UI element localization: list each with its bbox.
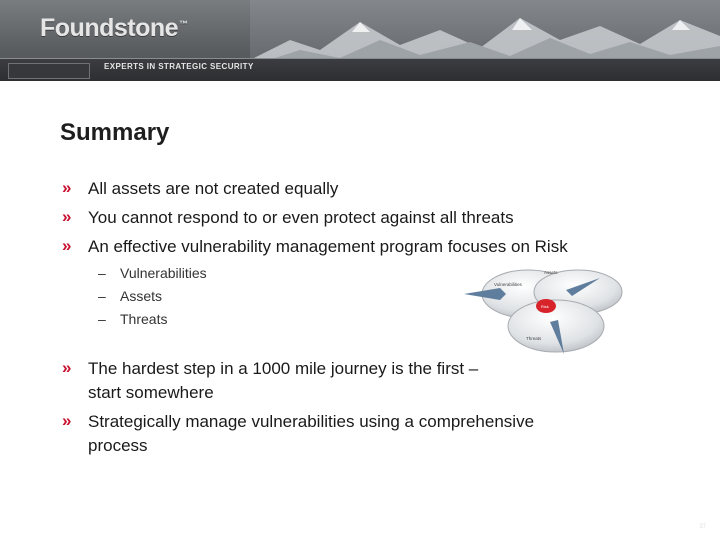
sub-bullet-text: Assets — [120, 288, 163, 304]
diagram-label-threats: Threats — [526, 336, 542, 341]
bullet-marker: » — [62, 358, 72, 377]
bullet-text: All assets are not created equally — [88, 179, 339, 198]
sub-bullet-marker: – — [98, 311, 106, 327]
bullet-marker: » — [62, 236, 72, 255]
bullet-text: An effective vulnerability management program focuses on Risk — [88, 237, 568, 256]
bullet-marker: » — [62, 178, 72, 197]
bullet-text-line1: Strategically manage vulnerabilities using a comprehensive — [88, 412, 535, 431]
bullet-marker: » — [62, 411, 72, 430]
sub-bullet-marker: – — [98, 288, 106, 304]
bullet-text-line1: The hardest step in a 1000 mile journey is the first – — [88, 359, 479, 378]
bullet-text: You cannot respond to or even protect against all threats — [88, 208, 514, 227]
tagline-strip — [8, 63, 90, 79]
slide-title: Summary — [60, 119, 170, 146]
sub-bullet-marker: – — [98, 265, 106, 281]
diagram-label-vulnerabilities: Vulnerabilities — [494, 282, 522, 287]
tagline: EXPERTS IN STRATEGIC SECURITY — [104, 62, 254, 71]
page-number: 37 — [699, 524, 706, 530]
diagram-label-risk: Risk — [541, 304, 549, 309]
risk-venn-diagram — [460, 260, 630, 360]
foundstone-logo: Foundstone™ — [40, 14, 188, 42]
diagram-label-assets: Assets — [544, 270, 558, 275]
bullet-text-line2: process — [88, 436, 148, 455]
sub-bullet-text: Vulnerabilities — [120, 265, 207, 281]
bullet-text-line2: start somewhere — [88, 383, 214, 402]
sub-bullet-text: Threats — [120, 311, 168, 327]
bullet-marker: » — [62, 207, 72, 226]
